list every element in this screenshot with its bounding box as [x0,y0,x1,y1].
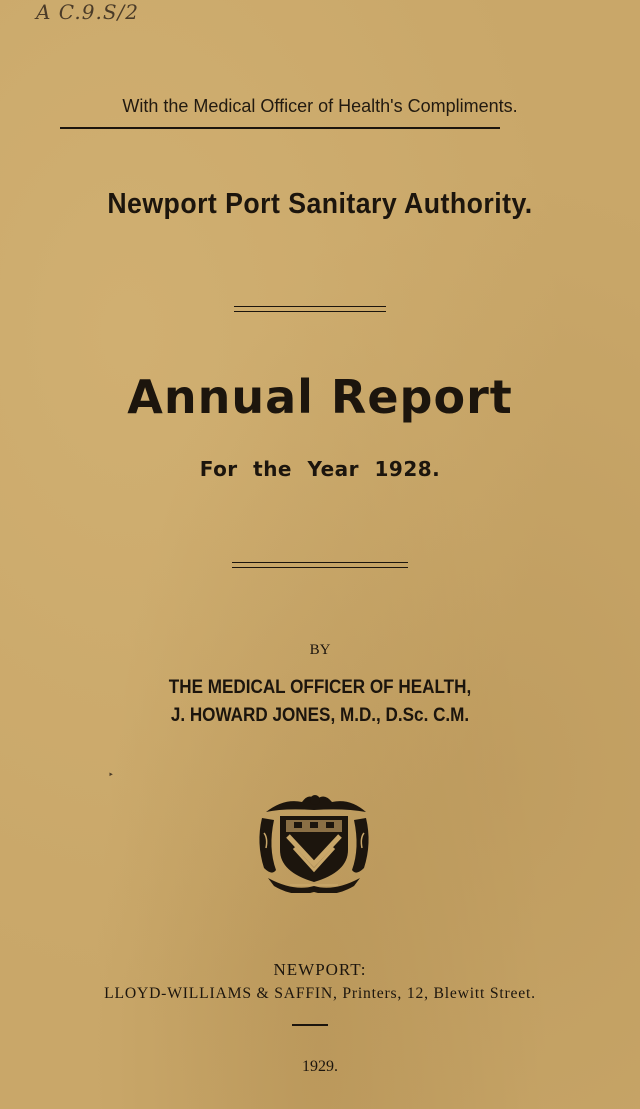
compliments-underline [60,127,500,129]
author-title: THE MEDICAL OFFICER OF HEALTH, [168,677,472,698]
compliments-line: With the Medical Officer of Health's Compliments. [122,96,518,116]
divider-lower [232,562,408,568]
imprint-printers: LLOYD-WILLIAMS & SAFFIN, Printers, 12, Blewitt Street. [104,985,536,1002]
author-name: J. HOWARD JONES, M.D., D.Sc. C.M. [170,705,470,726]
stray-mark: ‣ [108,770,114,781]
authority-heading: Newport Port Sanitary Authority. [107,188,533,220]
imprint-place: NEWPORT: [273,960,367,979]
imprint-rule [292,1024,328,1026]
handwritten-catalogue-mark: A C.9.S/2 [36,0,139,24]
report-title: Annual Report [127,370,513,424]
coat-of-arms-icon [254,788,374,893]
divider-upper [234,306,386,312]
by-label: BY [309,642,331,658]
report-period: For the Year 1928. [199,457,441,481]
imprint-year: 1929. [302,1058,338,1075]
